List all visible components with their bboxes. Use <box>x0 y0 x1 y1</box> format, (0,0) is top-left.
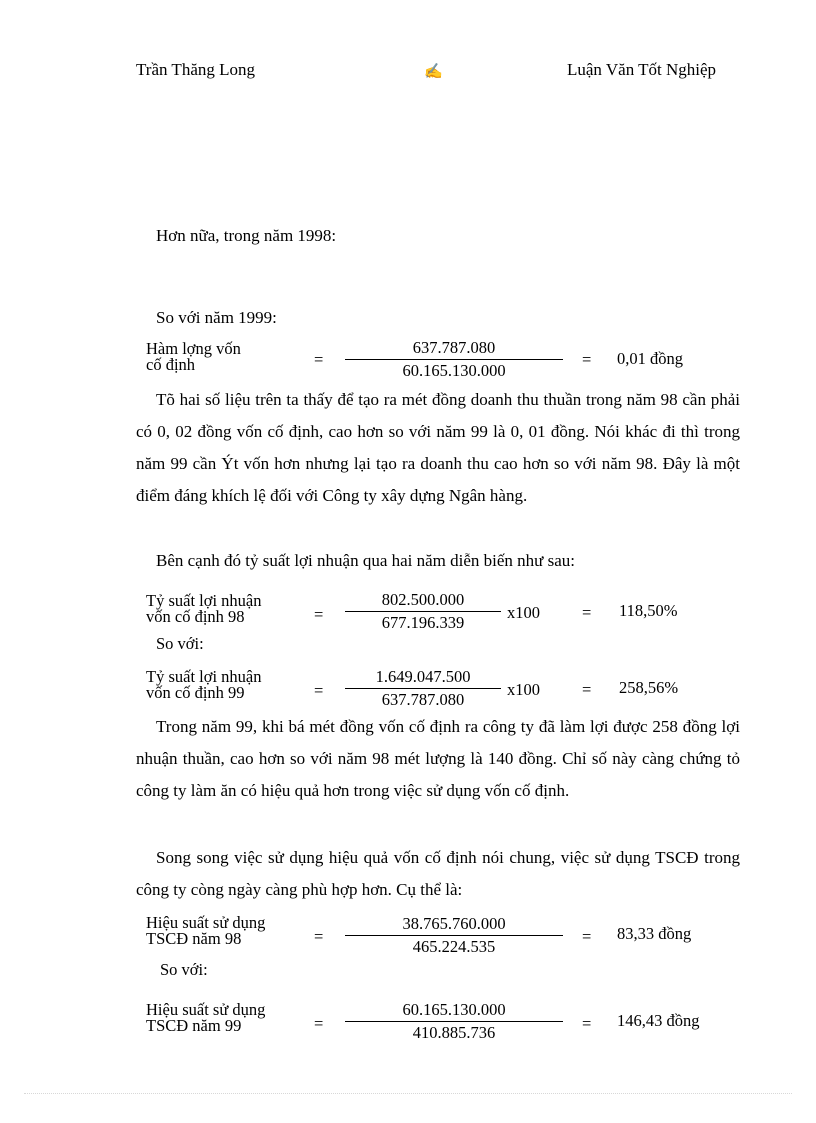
multiplier: x100 <box>507 603 540 622</box>
formula-label-line1: Tỷ suất lợi nhuận <box>146 591 262 610</box>
paragraph-3: Trong năm 99, khi bá mét đồng vốn cố định ra công ty đã làm lợi được 258 đồng lợi nhuận thuần, cao hơn so với năm 98 mét lượng là 140 đồng. Chỉ số này càng chứng tỏ công ty làm ăn có hiệu quả hơn trong việc sử dụng vốn cố định. <box>136 717 740 800</box>
denominator: 677.196.339 <box>381 613 465 632</box>
page-bottom-divider <box>24 1093 792 1094</box>
pen-icon: ✍ <box>424 64 443 80</box>
result: 0,01 đồng <box>617 349 683 368</box>
numerator: 637.787.080 <box>412 338 496 357</box>
result: 83,33 đồng <box>617 924 692 943</box>
paragraph-1: Tõ hai số liệu trên ta thấy để tạo ra mét đồng doanh thu thuần trong năm 98 cần phải có 0, 02 đồng vốn cố định, cao hơn so với năm 99 là 0, 01 đồng. Nói khác đi thì trong năm 99 cần Ýt vốn hơn nhưng lại tạo ra doanh thu cao hơn so với năm 98. Đây là một điểm đáng khích lệ đối với Công ty xây dựng Ngân hàng. <box>136 390 740 505</box>
equals-sign: = <box>314 350 324 369</box>
paragraph-2: Bên cạnh đó tỷ suất lợi nhuận qua hai năm diễn biến như sau: <box>156 551 576 570</box>
multiplier: x100 <box>507 680 540 699</box>
equals-sign: = <box>582 603 592 622</box>
paragraph-4: Song song việc sử dụng hiệu quả vốn cố định nói chung, việc sử dụng TSCĐ trong công ty còng ngày càng phù hợp hơn. Cụ thể là: <box>136 848 740 899</box>
formula-label-line1: Hiệu suất sử dụng <box>146 1000 266 1019</box>
equals-sign: = <box>582 350 592 369</box>
formula-label-line2: TSCĐ năm 99 <box>146 1016 242 1035</box>
fraction <box>345 913 563 958</box>
equals-sign: = <box>582 680 592 699</box>
numerator: 802.500.000 <box>381 590 465 609</box>
denominator: 410.885.736 <box>412 1023 496 1042</box>
formula-label-line1: Hiệu suất sử dụng <box>146 913 266 932</box>
formula-label-line2: vốn cố định 99 <box>146 683 245 702</box>
fraction <box>345 666 501 711</box>
equals-sign: = <box>314 605 324 624</box>
equals-sign: = <box>314 681 324 700</box>
header-author: Trần Thăng Long <box>136 60 255 79</box>
numerator: 60.165.130.000 <box>402 1000 506 1019</box>
formula-label-line1: Tỷ suất lợi nhuận <box>146 667 262 686</box>
denominator: 637.787.080 <box>381 690 465 709</box>
equals-sign: = <box>314 927 324 946</box>
equals-sign: = <box>582 1014 592 1033</box>
so-voi-label: So với: <box>160 960 208 979</box>
fraction <box>345 589 501 634</box>
formula-label-line2: vốn cố định 98 <box>146 607 245 626</box>
numerator: 38.765.760.000 <box>402 914 506 933</box>
formula-label-line2: TSCĐ năm 98 <box>146 929 242 948</box>
formula-label-line2: cố định <box>146 355 196 374</box>
formula-label-line1: Hàm lợng vốn <box>146 339 241 358</box>
denominator: 60.165.130.000 <box>402 361 506 380</box>
equals-sign: = <box>582 927 592 946</box>
compare-1999-text: So với năm 1999: <box>156 308 277 327</box>
intro-text: Hơn nữa, trong năm 1998: <box>156 226 337 245</box>
fraction <box>345 999 563 1044</box>
result: 258,56% <box>619 678 679 697</box>
fraction <box>345 337 563 382</box>
numerator: 1.649.047.500 <box>375 667 471 686</box>
equals-sign: = <box>314 1014 324 1033</box>
result: 118,50% <box>619 601 678 620</box>
so-voi-label: So với: <box>156 634 204 653</box>
result: 146,43 đồng <box>617 1011 700 1030</box>
denominator: 465.224.535 <box>412 937 496 956</box>
header-title: Luận Văn Tốt Nghiệp <box>567 60 717 79</box>
